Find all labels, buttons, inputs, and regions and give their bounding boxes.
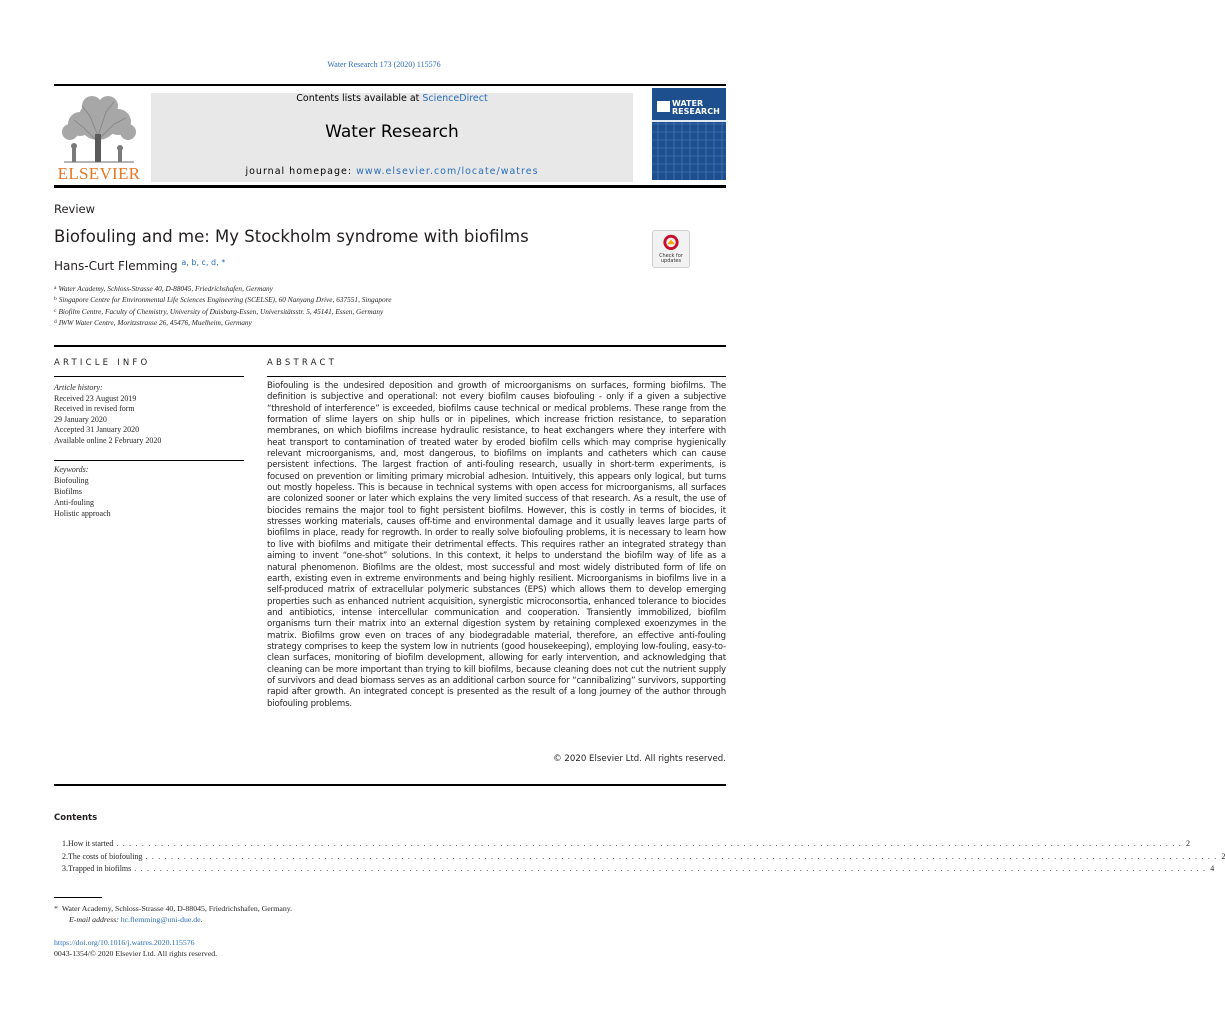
journal-cover-thumbnail[interactable]	[652, 88, 726, 180]
journal-title: Water Research	[325, 122, 459, 142]
contents-prefix: Contents lists available at	[296, 93, 423, 104]
abstract-text: Biofouling is the undesired deposition and growth of microorganisms on surfaces, forming biofilms. The definition is subjective and operational: not every biofilm causes biofouling - only if a given a subjective “threshold of interference” is exceeded, biofilms cause technical or medical problems. These range from the formation of slime layers on ship hulls or in pipelines, which increase friction resistance, to separation membranes, on which biofilms increase hydraulic resistance, to heat exchangers where they interfere with heat transport to contamination of treated water by eroded biofilm cells which may comprise hygienically relevant microorganisms, and, most dangerous, to biofilms on implants and catheters which can cause persistent infections. The largest fraction of anti-fouling research, usually in short-term experiments, is focused on prevention or limiting primary microbial adhesion. Intuitively, this appears only logical, but turns out mostly hopeless. This is because in technical systems with open access for microorganisms, all surfaces are colonized sooner or later which explains the very limited success of that research. As a result, the use of biocides remains the major tool to fight persistent biofilms. However, this is costly in terms of biocides, it stresses working materials, causes off-time and environmental damage and it usually leaves large parts of biofilms in place, ready for regrowth. In order to really solve biofouling problems, it is necessary to learn how to live with biofilms and mitigate their detrimental effects. This requires rather an integrated strategy than aiming to invent “one-shot” solutions. In this context, it helps to understand the biofilm way of life as a natural phenomenon. Biofilms are the oldest, most successful and most widely distributed form of life on earth, existing even in extreme environments and being highly resilient. Microorganisms in biofilms live in a self-produced matrix of extracellular polymeric substances (EPS) which allows them to develop emerging properties such as enhanced nutrient acquisition, synergistic microconsortia, enhanced tolerance to biocides and antibiotics, intense intercellular communication and cooperation. Transiently immobilized, biofilm organisms turn their matrix into an external digestion system by retaining complexed exoenzymes in the matrix. Biofilms grow even on traces of any biodegradable material, therefore, an effective anti-fouling strategy comprises to keep the system low in nutrients (good housekeeping), employing low-fouling, easy-to-clean surfaces, monitoring of biofilm development, allowing for early intervention, and acknowledging that cleaning can be more important than trying to kill biofilms, because cleaning does not cut the nutrient supply of survivors and dead biomass serves as an additional carbon source for “cannibalizing” survivors, supporting rapid after growth. An integrated concept is presented as the result of a long journey of the author through biofouling problems.	[267, 381, 726, 709]
check-for-updates-label	[652, 254, 690, 264]
footnote-address-line	[54, 903, 292, 914]
keyword-item: Holistic approach	[54, 509, 111, 518]
history-entry: Available online 2 February 2020	[54, 435, 162, 445]
keywords-heading: Keywords:	[54, 465, 89, 474]
toc-page: 2	[1185, 839, 1190, 848]
corresponding-author-footnote	[54, 903, 292, 925]
toc-leader-dots: . . . . . . . . . . . . . . . . . . . . . . . . . . . . . . . . . . . . . . . . . . . . . . . . . . . . . . . . . . . . . . . . . . . . . . . . . . . . . . . . . . . . . . . . . . . . . . . . . . . . . . . . . . . . . . . . . . . . . . . . . . . . . . . . . . . . . . . . . . . . . . . . . . . . . . . . . . . . . . . . . . . . . . . .	[134, 864, 1207, 873]
section-bottom-rule	[54, 784, 726, 786]
toc-leader-dots: . . . . . . . . . . . . . . . . . . . . . . . . . . . . . . . . . . . . . . . . . . . . . . . . . . . . . . . . . . . . . . . . . . . . . . . . . . . . . . . . . . . . . . . . . . . . . . . . . . . . . . . . . . . . . . . . . . . . . . . . . . . . . . . . . . . . . . . . . . . . . . . . . . . . . . . . . . . . . . . . . . . . . . .	[116, 839, 1182, 848]
article-title: Biofouling and me: My Stockholm syndrome with biofilms	[54, 227, 529, 246]
toc-label[interactable]: The costs of biofouling	[68, 852, 143, 861]
author-line	[54, 258, 225, 273]
affiliation-mark: d	[54, 319, 57, 326]
check-updates-line2: updates	[660, 258, 682, 264]
affiliation-mark: a	[54, 285, 57, 291]
contents-heading: Contents	[54, 813, 98, 823]
toc-number: 2.	[62, 852, 68, 861]
cover-title	[672, 100, 720, 116]
affiliation-text: Biofilm Centre, Faculty of Chemistry, University of Duisburg-Essen, Universitätsstr. 5, 45141, Essen, Germany	[58, 306, 384, 316]
contents-availability	[151, 93, 633, 104]
article-info-heading: ARTICLE INFO	[54, 358, 151, 368]
history-entry: Received 23 August 2019	[54, 393, 137, 403]
keyword-item: Anti-fouling	[54, 498, 94, 507]
cover-title-line1: WATER	[672, 99, 704, 108]
toc-number: 1.	[62, 839, 68, 848]
affiliation-mark: c	[54, 307, 57, 314]
abstract-heading: ABSTRACT	[267, 358, 338, 368]
toc-label[interactable]: Trapped in biofilms	[68, 864, 132, 873]
affiliation-text: Singapore Centre for Environmental Life Sciences Engineering (SCELSE), 60 Nanyang Drive, 637551, Singapore	[58, 295, 392, 305]
affiliation-item	[54, 306, 391, 317]
cover-iwa-badge	[657, 101, 670, 112]
sciencedirect-link[interactable]: ScienceDirect	[422, 93, 488, 104]
email-label: E-mail address:	[69, 915, 119, 924]
journal-citation[interactable]: Water Research 173 (2020) 115576	[327, 60, 441, 69]
article-info-rule	[54, 376, 244, 377]
masthead-top-rule	[54, 84, 726, 86]
affiliations	[54, 283, 391, 329]
footnote-mark: *	[54, 904, 58, 913]
keywords	[54, 464, 244, 519]
doi-link[interactable]: https://doi.org/10.1016/j.watres.2020.115576	[54, 938, 195, 947]
keywords-rule	[54, 460, 244, 461]
toc-page: 2	[1221, 852, 1225, 861]
history-heading: Article history:	[54, 383, 103, 392]
elsevier-wordmark[interactable]: ELSEVIER	[57, 164, 141, 183]
article-type: Review	[54, 202, 96, 216]
affiliation-text: IWW Water Centre, Moritzstrasse 26, 45476, Muelheim, Germany	[58, 318, 252, 328]
section-top-rule	[54, 345, 726, 347]
keyword-item: Biofilms	[54, 487, 83, 496]
footnote-rule	[54, 897, 102, 898]
author-name: Hans-Curt Flemming	[54, 259, 178, 273]
issn-copyright: 0043-1354/© 2020 Elsevier Ltd. All rights reserved.	[54, 949, 218, 958]
doi-block	[54, 937, 217, 959]
affiliation-item	[54, 294, 391, 305]
journal-homepage	[151, 166, 633, 177]
toc-label[interactable]: How it started	[68, 839, 114, 848]
affiliation-item	[54, 283, 391, 294]
abstract-rule	[267, 376, 726, 377]
check-updates-line1: Check for	[659, 253, 683, 259]
abstract-copyright: © 2020 Elsevier Ltd. All rights reserved.	[553, 754, 726, 764]
toc-entry[interactable]	[62, 838, 1190, 849]
history-entry: 29 January 2020	[54, 414, 107, 424]
author-email-link[interactable]: hc.flemming@uni-due.de	[120, 915, 201, 924]
homepage-prefix: journal homepage:	[245, 166, 357, 177]
masthead-bottom-rule	[54, 185, 726, 188]
affiliation-mark: b	[54, 296, 57, 303]
toc-page: 4	[1210, 864, 1215, 873]
affiliation-text: Water Academy, Schloss-Strasse 40, D-88045, Friedrichshafen, Germany	[58, 284, 273, 293]
toc-entry[interactable]	[62, 851, 1225, 862]
toc-entry[interactable]	[62, 863, 1215, 874]
author-affiliation-marks[interactable]: a, b, c, d, *	[181, 258, 226, 267]
toc-leader-dots: . . . . . . . . . . . . . . . . . . . . . . . . . . . . . . . . . . . . . . . . . . . . . . . . . . . . . . . . . . . . . . . . . . . . . . . . . . . . . . . . . . . . . . . . . . . . . . . . . . . . . . . . . . . . . . . . . . . . . . . . . . . . . . . . . . . . . . . . . . . . . . . . . . . . . . . . . . . . . . . . . . . . . . . .	[145, 852, 1218, 861]
history-entry: Received in revised form	[54, 404, 135, 414]
article-history	[54, 383, 244, 447]
history-entry: Accepted 31 January 2020	[54, 425, 140, 435]
homepage-link[interactable]: www.elsevier.com/locate/watres	[356, 166, 539, 177]
affiliation-item	[54, 317, 391, 328]
footnote-address: Water Academy, Schloss-Strasse 40, D-88045, Friedrichshafen, Germany.	[61, 904, 293, 913]
toc-number: 3.	[62, 864, 68, 873]
footnote-email-line: E-mail address: hc.flemming@uni-due.de.	[69, 915, 203, 924]
cover-title-line2: RESEARCH	[672, 107, 720, 116]
keyword-item: Biofouling	[54, 476, 89, 485]
